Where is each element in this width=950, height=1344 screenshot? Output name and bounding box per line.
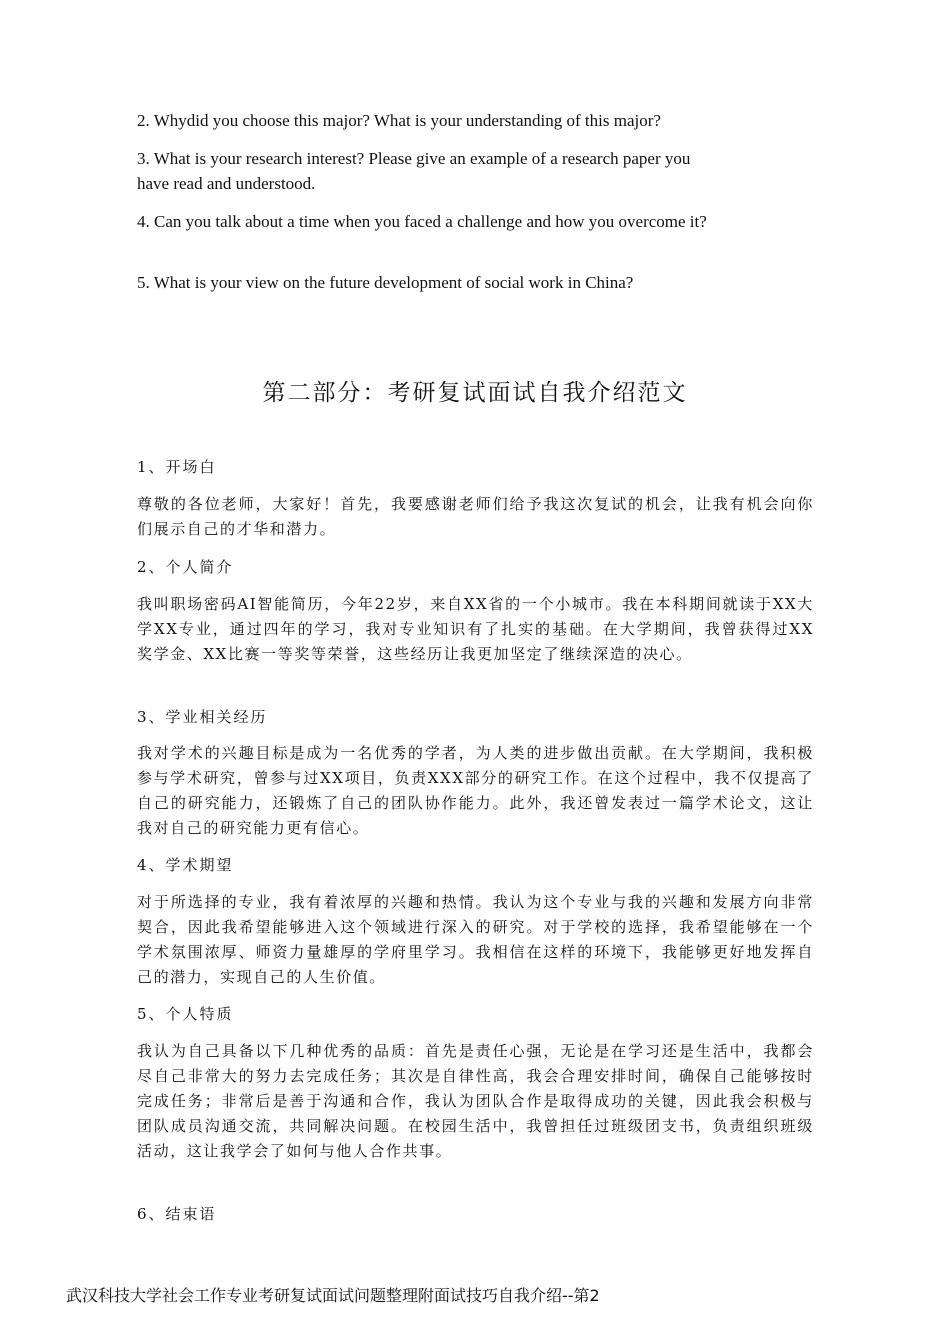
heading-academic-expectation: 4、学术期望 xyxy=(137,856,234,874)
paragraph-opening: 尊敬的各位老师，大家好！首先，我要感谢老师们给予我这次复试的机会，让我有机会向你们展示自己的才华和潜力。 xyxy=(137,495,814,538)
heading-opening: 1、开场白 xyxy=(137,458,217,476)
section-title: 第二部分：考研复试面试自我介绍范文 xyxy=(262,380,688,406)
paragraph-academic-experience: 我对学术的兴趣目标是成为一名优秀的学者，为人类的进步做出贡献。在大学期间，我积极参与学术研究，曾参与过XX项目，负责XXX部分的研究工作。在这个过程中，我不仅提高了自己的研究能力，还锻炼了自己的团队协作能力。此外，我还曾发表过一篇学术论文，这让我对自己的研究能力更有信心。 xyxy=(137,744,814,837)
paragraph-academic-expectation: 对于所选择的专业，我有着浓厚的兴趣和热情。我认为这个专业与我的兴趣和发展方向非常契合，因此我希望能够进入这个领域进行深入的研究。对于学校的选择，我希望能够在一个学术氛围浓厚、师资力量雄厚的学府里学习。我相信在这样的环境下，我能够更好地发挥自己的潜力，实现自己的人生价值。 xyxy=(137,893,814,986)
question-4: 4. Can you talk about a time when you faced a challenge and how you overcome it? xyxy=(137,212,707,231)
page-footer: 武汉科技大学社会工作专业考研复试面试问题整理附面试技巧自我介绍--第2 xyxy=(66,1286,600,1305)
question-3: 3. What is your research interest? Please give an example of a research paper you have read and understood. xyxy=(137,149,691,193)
paragraph-personal-traits: 我认为自己具备以下几种优秀的品质：首先是责任心强，无论是在学习还是生活中，我都会尽自己非常大的努力去完成任务；其次是自律性高，我会合理安排时间，确保自己能够按时完成任务；非常后是善于沟通和合作，我认为团队合作是取得成功的关键，因此我会积极与团队成员沟通交流，共同解决问题。在校园生活中，我曾担任过班级团支书，负责组织班级活动，这让我学会了如何与他人合作共事。 xyxy=(137,1042,814,1160)
paragraph-personal-intro: 我叫职场密码AI智能简历，今年22岁，来自XX省的一个小城市。我在本科期间就读于XX大学XX专业，通过四年的学习，我对专业知识有了扎实的基础。在大学期间，我曾获得过XX奖学金、XX比赛一等奖等荣誉，这些经历让我更加坚定了继续深造的决心。 xyxy=(137,595,814,663)
heading-academic-experience: 3、学业相关经历 xyxy=(137,708,268,726)
question-5: 5. What is your view on the future development of social work in China? xyxy=(137,273,634,292)
question-2: 2. Whydid you choose this major? What is your understanding of this major? xyxy=(137,111,661,130)
heading-closing: 6、结束语 xyxy=(137,1205,217,1223)
heading-personal-traits: 5、个人特质 xyxy=(137,1005,234,1023)
heading-personal-intro: 2、个人简介 xyxy=(137,558,234,576)
